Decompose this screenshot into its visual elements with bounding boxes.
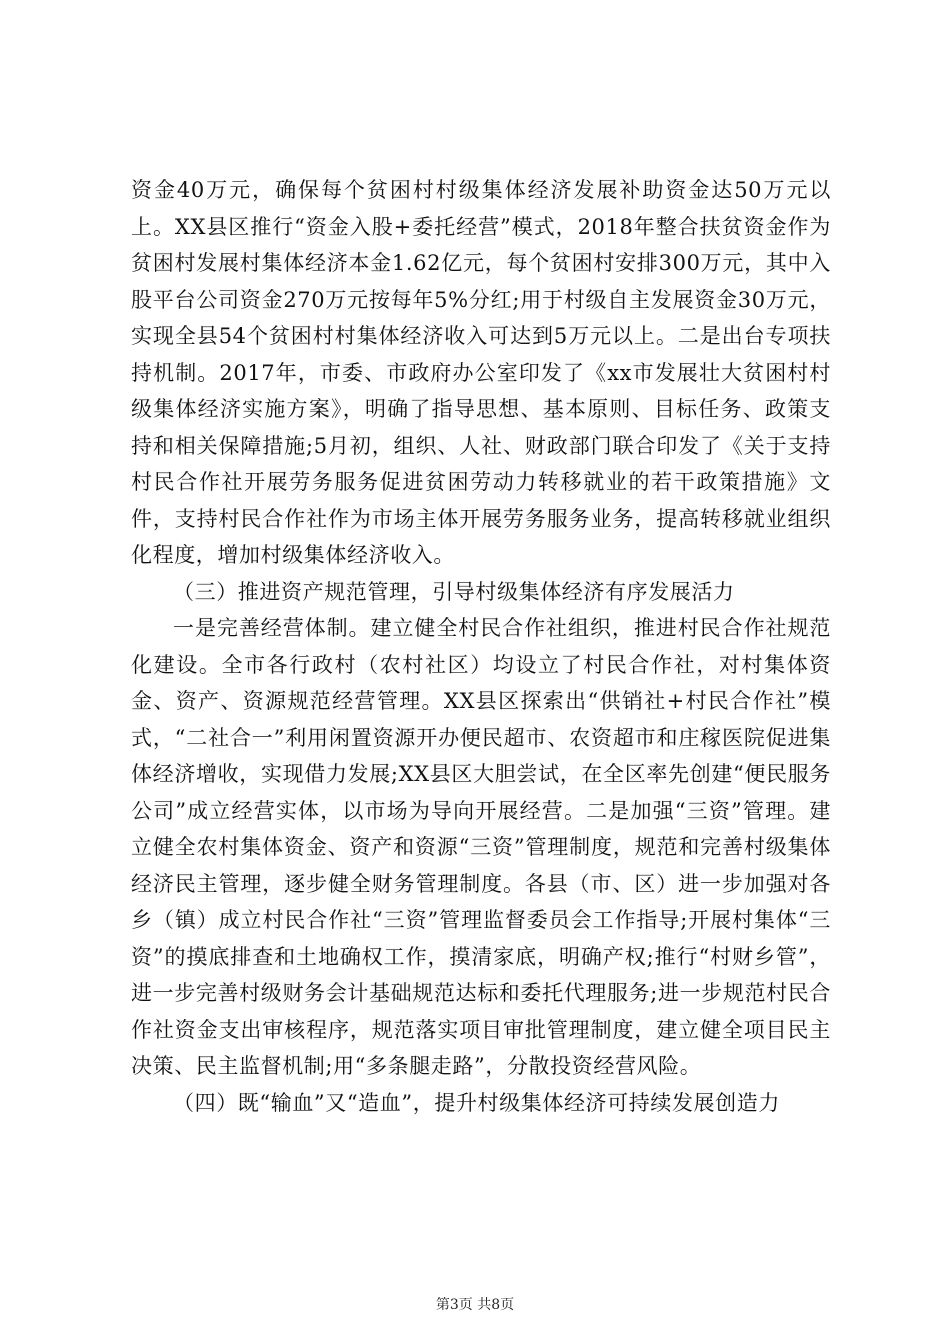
section-heading-asset-management: （三）推进资产规范管理，引导村级集体经济有序发展活力 [173,579,735,604]
section-heading-sustainable-development: （四）既“输血”又“造血”，提升村级集体经济可持续发展创造力 [173,1090,780,1115]
paragraph-funding-continued: 资金40万元，确保每个贫困村村级集体经济发展补助资金达50万元以上。XX县区推行“资金入股+委托经营”模式，2018年整合扶贫资金作为贫困村发展村集体经济本金1.62亿元，每个贫困村安排300万元，其中入股平台公司资金270万元按每年5%分红;用于村级自主发展资金30万元，实现全县54个贫困村村集体经济收入可达到5万元以上。二是出台专项扶持机制。2017年，市委、市政府办公室印发了《xx市发展壮大贫困村村级集体经济实施方案》，明确了指导思想、基本原则、目标任务、政策支持和相关保障措施;5月初，组织、人社、财政部门联合印发了《关于支持村民合作社开展劳务服务促进贫困劳动力转移就业的若干政策措施》文件，支持村民合作社作为市场主体开展劳务服务业务，提高转移就业组织化程度，增加村级集体经济收入。 [131,178,831,567]
page-footer: 第3页 共8页 [435,1297,515,1313]
paragraph-operation-system: 一是完善经营体制。建立健全村民合作社组织，推进村民合作社规范化建设。全市各行政村（农村社区）均设立了村民合作社，对村集体资金、资产、资源规范经营管理。XX县区探索出“供销社+村民合作社”模式，“二社合一”利用闲置资源开办便民超市、农资超市和庄稼医院促进集体经济增收，实现借力发展;XX县区大胆尝试，在全区率先创建“便民服务公司”成立经营实体，以市场为导向开展经营。二是加强“三资”管理。建立健全农村集体资金、资产和资源“三资”管理制度，规范和完善村级集体经济民主管理，逐步健全财务管理制度。各县（市、区）进一步加强对各乡（镇）成立村民合作社“三资”管理监督委员会工作指导;开展村集体“三资”的摸底排查和土地确权工作，摸清家底，明确产权;推行“村财乡管”，进一步完善村级财务会计基础规范达标和委托代理服务;进一步规范村民合作社资金支出审核程序，规范落实项目审批管理制度，建立健全项目民主决策、民主监督机制;用“多条腿走路”，分散投资经营风险。 [131,616,831,1078]
document-body [131,172,831,1121]
